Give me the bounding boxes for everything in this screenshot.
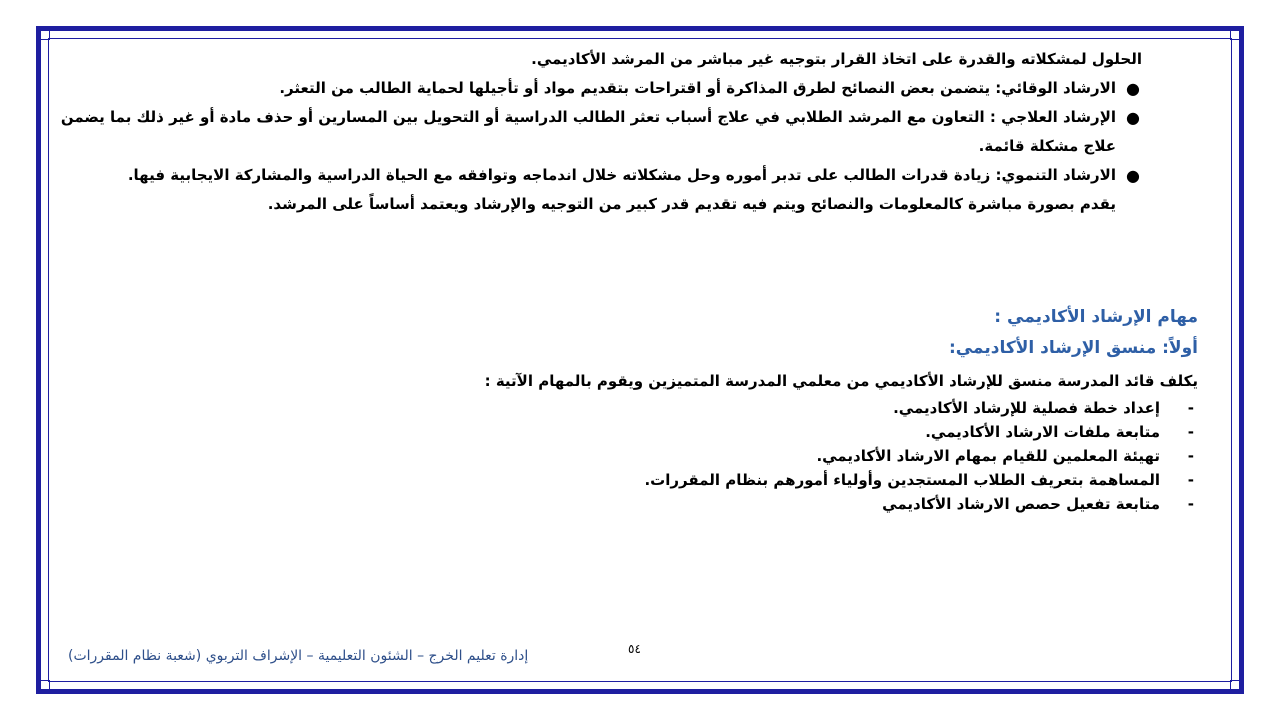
dash-icon: - xyxy=(1187,423,1194,441)
coordinator-tasks-list xyxy=(644,396,1198,516)
list-item: - متابعة ملفات الارشاد الأكاديمي. xyxy=(644,420,1198,444)
list-item: - متابعة تفعيل حصص الارشاد الأكاديمي xyxy=(644,492,1198,516)
corner-ornament-top-right xyxy=(1230,26,1244,40)
list-item: - المساهمة بتعريف الطلاب المستجدين وأولياء أمورهم بنظام المقررات. xyxy=(644,468,1198,492)
list-item: - إعداد خطة فصلية للإرشاد الأكاديمي. xyxy=(644,396,1198,420)
section-heading: مهام الإرشاد الأكاديمي : xyxy=(994,307,1198,327)
guidance-types-list xyxy=(58,74,1142,219)
list-item: ● الإرشاد العلاجي : التعاون مع المرشد الطلابي في علاج أسباب تعثر الطالب الدراسية أو التحويل بين المسارين أو حذف مادة أو غير ذلك بما يضمن علاج مشكلة قائمة. xyxy=(58,103,1142,161)
corner-ornament-bottom-right xyxy=(1230,680,1244,694)
continuation-line: الحلول لمشكلاته والقدرة على اتخاذ القرار بتوجيه غير مباشر من المرشد الأكاديمي. xyxy=(531,50,1142,68)
corner-ornament-bottom-left xyxy=(36,680,50,694)
list-item: ● الارشاد التنموي: زيادة قدرات الطالب على تدبر أموره وحل مشكلاته خلال اندماجه وتوافقه مع الحياة الدراسية والمشاركة الايجابية فيها. يقدم بصورة مباشرة كالمعلومات والنصائح ويتم فيه تقديم قدر كبير من التوجيه والإرشاد ويعتمد أساساً على المرشد. xyxy=(118,161,1142,219)
bullet-icon: ● xyxy=(1126,166,1140,185)
footer-text: إدارة تعليم الخرج – الشئون التعليمية – الإشراف التربوي (شعبة نظام المقررات) xyxy=(68,648,529,664)
document-body xyxy=(58,48,1200,219)
section-intro: يكلف قائد المدرسة منسق للإرشاد الأكاديمي من معلمي المدرسة المتميزين ويقوم بالمهام الآتية : xyxy=(484,372,1198,390)
bullet-icon: ● xyxy=(1126,108,1140,127)
dash-icon: - xyxy=(1187,495,1194,513)
dash-icon: - xyxy=(1187,471,1194,489)
corner-ornament-top-left xyxy=(36,26,50,40)
page-number: ٥٤ xyxy=(628,642,641,656)
list-item: - تهيئة المعلمين للقيام بمهام الارشاد الأكاديمي. xyxy=(644,444,1198,468)
section-subheading: أولاً: منسق الإرشاد الأكاديمي: xyxy=(948,338,1198,358)
list-item: ● الارشاد الوقائي: يتضمن بعض النصائح لطرق المذاكرة أو اقتراحات بتقديم مواد أو تأجيلها لحماية الطالب من التعثر. xyxy=(58,74,1142,103)
dash-icon: - xyxy=(1187,399,1194,417)
bullet-icon: ● xyxy=(1126,79,1140,98)
dash-icon: - xyxy=(1187,447,1194,465)
